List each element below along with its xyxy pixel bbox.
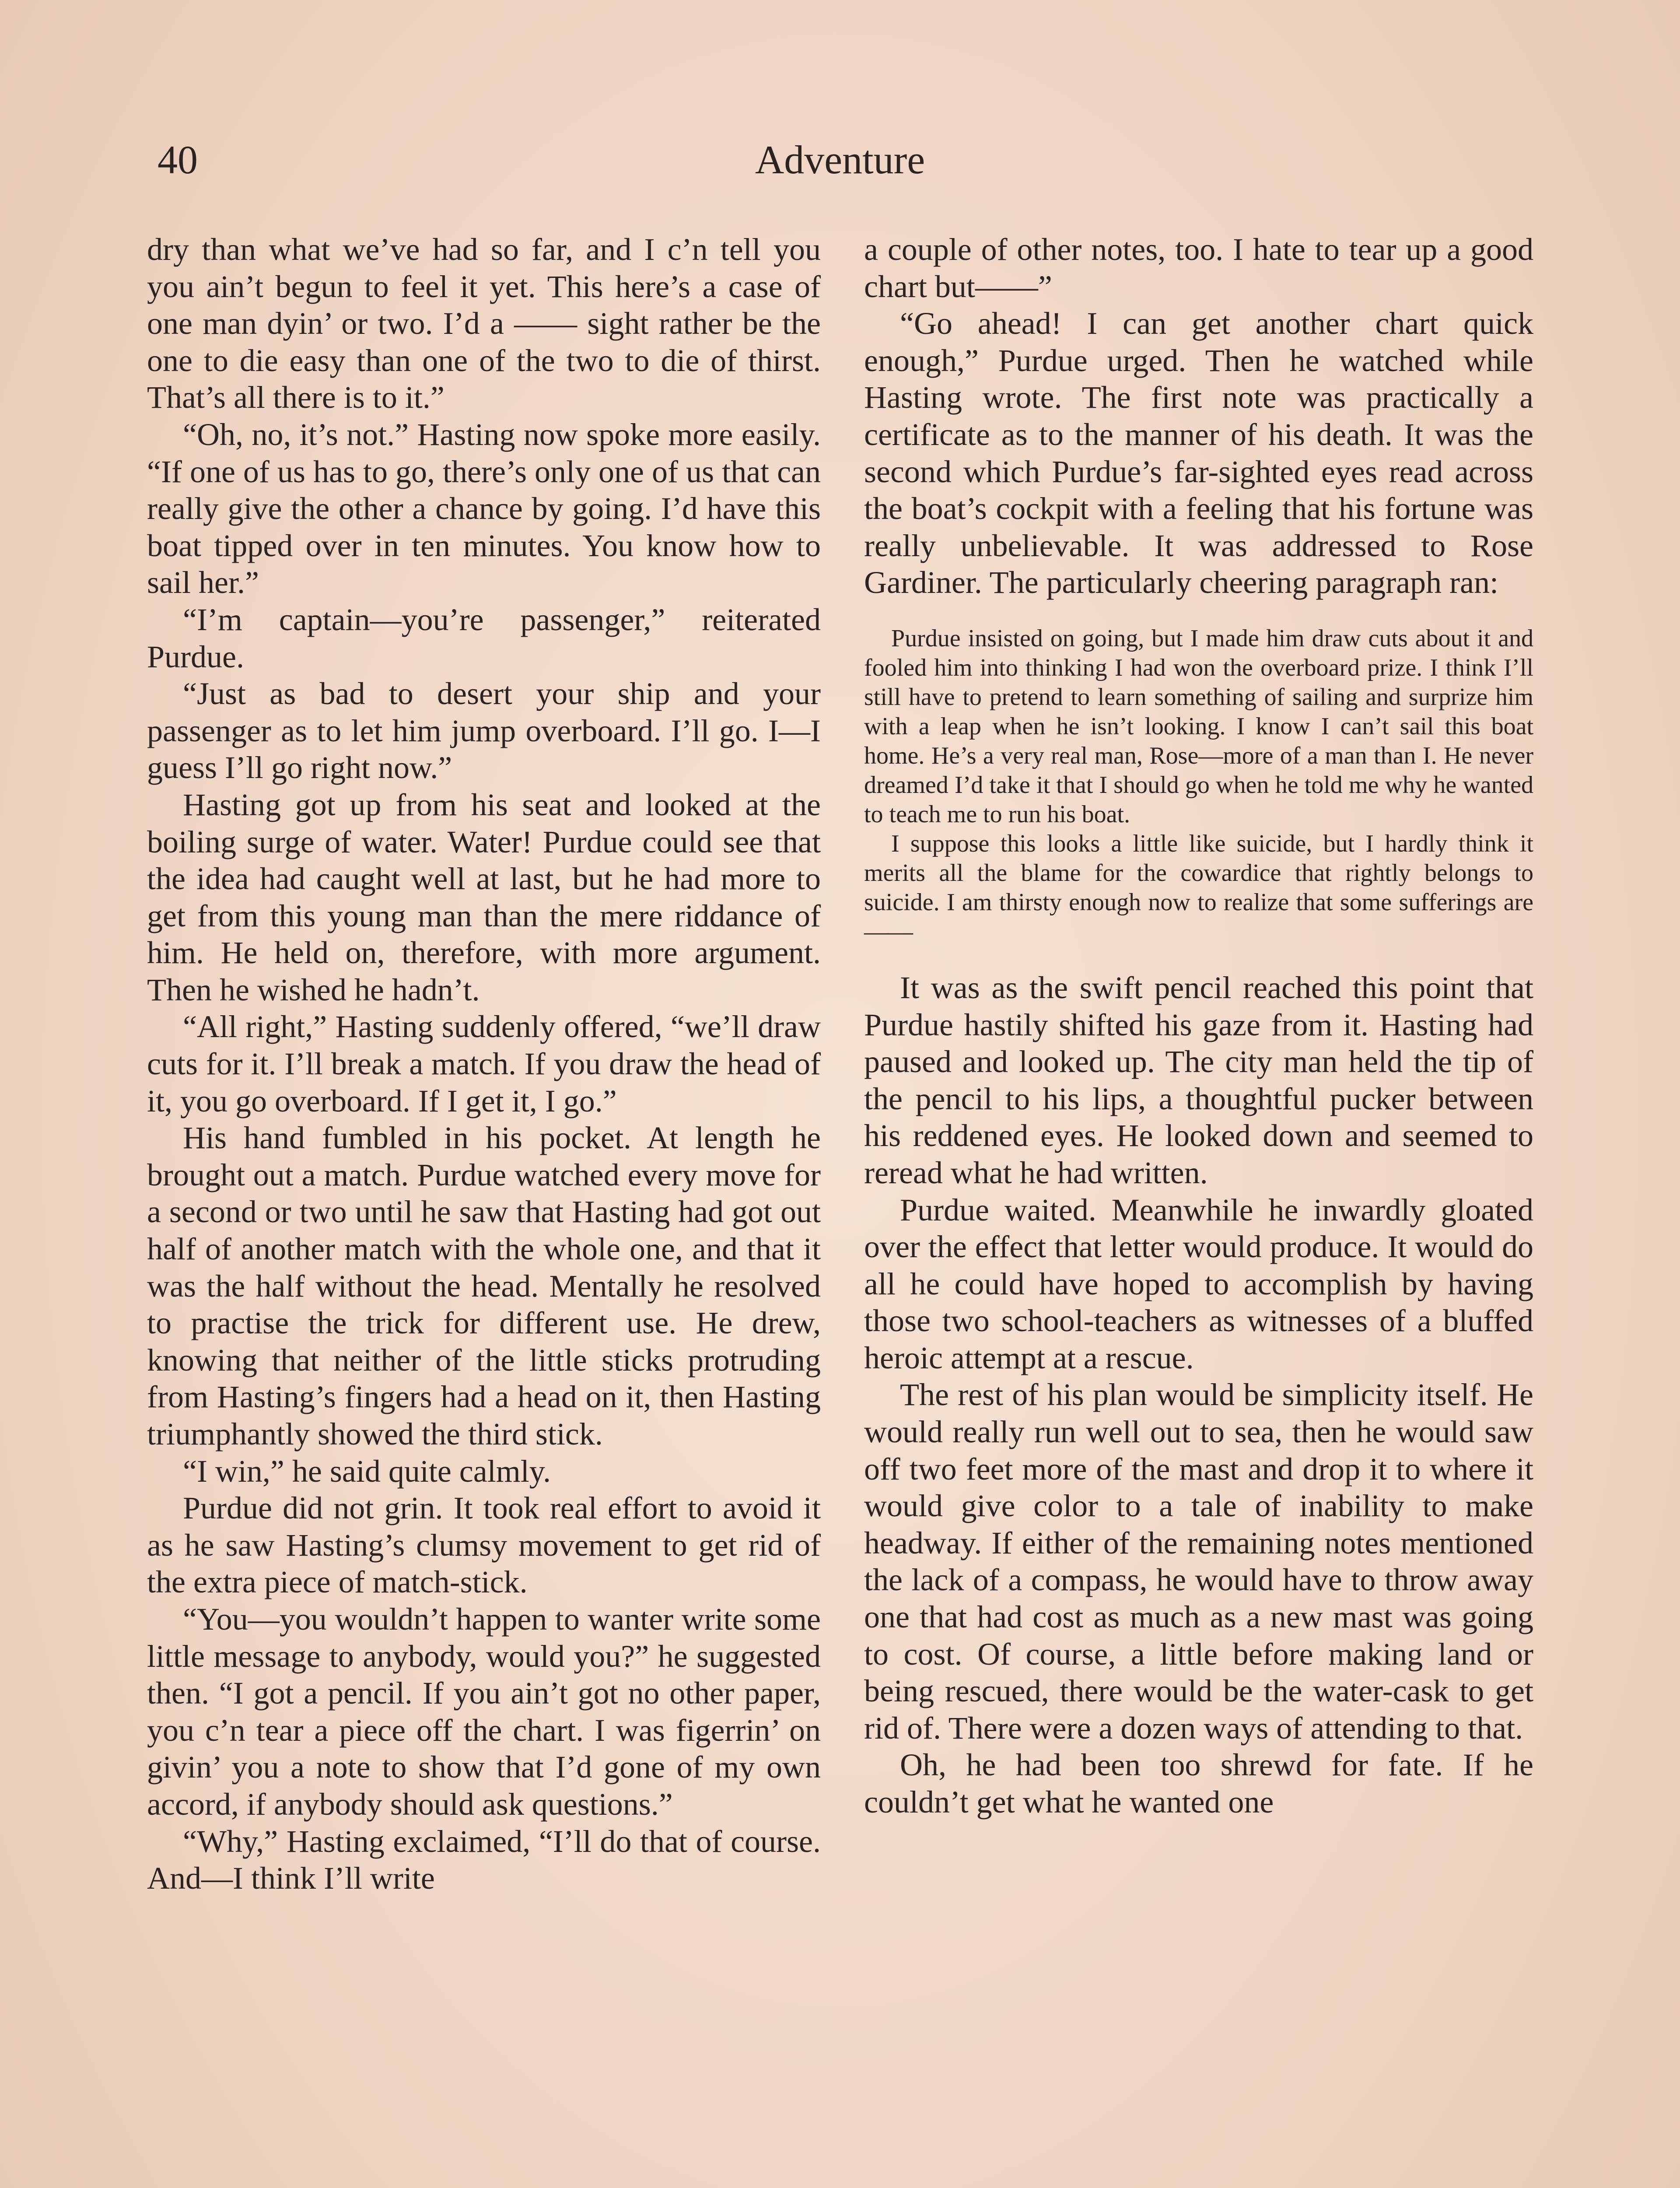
page-number: 40: [158, 137, 198, 182]
letter-excerpt: [864, 624, 1533, 947]
letter-paragraph: I suppose this looks a little like suicide, but I hardly think it merits all the blame for the cowardice that rightly belongs to suicide. I am thirsty enough now to realize that some sufferings are——: [864, 830, 1533, 945]
paragraph: “I’m captain—you’re passenger,” reiterated Purdue.: [147, 602, 821, 674]
paragraph: “I win,” he said quite calmly.: [183, 1453, 551, 1489]
paragraph: Purdue did not grin. It took real effort to avoid it as he saw Hasting’s clumsy movement to get rid of the extra piece of match-stick.: [147, 1490, 821, 1600]
right-column: [864, 231, 1533, 1821]
paragraph: “Why,” Hasting exclaimed, “I’ll do that of course. And—I think I’ll write: [147, 1823, 821, 1896]
paragraph: Hasting got up from his seat and looked at the boiling surge of water. Water! Purdue could see that the idea had caught well at last, but he had more to get from this young man than the mere riddance of him. He held on, therefore, with more argument. Then he wished he hadn’t.: [147, 787, 821, 1007]
paragraph: dry than what we’ve had so far, and I c’n tell you you ain’t begun to feel it yet. This here’s a case of one man dyin’ or two. I’d a —— sight rather be the one to die easy than one of the two to die of thirst. That’s all there is to it.”: [147, 232, 821, 415]
paragraph: “Go ahead! I can get another chart quick enough,” Purdue urged. Then he watched while Hasting wrote. The first note was practically a certificate as to the manner of his death. It was the second which Purdue’s far-sighted eyes read across the boat’s cockpit with a feeling that his fortune was really unbelievable. It was addressed to Rose Gardiner. The particularly cheering paragraph ran:: [864, 306, 1533, 600]
paragraph: a couple of other notes, too. I hate to tear up a good chart but——”: [864, 232, 1533, 304]
paragraph: “All right,” Hasting suddenly offered, “we’ll draw cuts for it. I’ll break a match. If you draw the head of it, you go overboard. If I get it, I go.”: [147, 1009, 821, 1119]
paragraph: Purdue waited. Meanwhile he inwardly gloated over the effect that letter would produce. It would do all he could have hoped to accomplish by having those two school-teachers as witnesses of a bluffed heroic attempt at a rescue.: [864, 1192, 1533, 1375]
paragraph: “You—you wouldn’t happen to wanter write some little message to anybody, would you?” he suggested then. “I got a pencil. If you ain’t got no other paper, you c’n tear a piece off the chart. I was figerrin’ on givin’ you a note to show that I’d gone of my own accord, if anybody should ask questions.”: [147, 1601, 821, 1822]
paragraph: Oh, he had been too shrewd for fate. If he couldn’t get what he wanted one: [864, 1747, 1533, 1820]
paragraph: “Just as bad to desert your ship and your passenger as to let him jump overboard. I’ll go. I—I guess I’ll go right now.”: [147, 676, 821, 785]
running-title: Adventure: [755, 137, 925, 182]
page-header: [0, 137, 1680, 189]
paragraph: “Oh, no, it’s not.” Hasting now spoke more easily. “If one of us has to go, there’s only one of us that can really give the other a chance by going. I’d have this boat tipped over in ten minutes. You know how to sail her.”: [147, 417, 821, 600]
paragraph: The rest of his plan would be simplicity itself. He would really run well out to sea, then he would saw off two feet more of the mast and drop it to where it would give color to a tale of inability to make headway. If either of the remaining notes mentioned the lack of a compass, he would have to throw away one that had cost as much as a new mast was going to cost. Of course, a little before making land or being rescued, there would be the water-cask to get rid of. There were a dozen ways of attending to that.: [864, 1377, 1533, 1746]
paragraph: It was as the swift pencil reached this point that Purdue hastily shifted his gaze from it. Hasting had paused and looked up. The city man held the tip of the pencil to his lips, a thoughtful pucker between his reddened eyes. He looked down and seemed to reread what he had written.: [864, 970, 1533, 1190]
paragraph: His hand fumbled in his pocket. At length he brought out a match. Purdue watched every move for a second or two until he saw that Hasting had got out half of another match with the whole one, and that it was the half without the head. Mentally he resolved to practise the trick for different use. He drew, knowing that neither of the little sticks protruding from Hasting’s fingers had a head on it, then Hasting triumphantly showed the third stick.: [147, 1120, 821, 1452]
letter-paragraph: Purdue insisted on going, but I made him draw cuts about it and fooled him into thinking I had won the overboard prize. I think I’ll still have to pretend to learn something of sailing and surprize him with a leap when he isn’t looking. I know I can’t sail this boat home. He’s a very real man, Rose—more of a man than I. He never dreamed I’d take it that I should go when he told me why he wanted to teach me to run his boat.: [864, 624, 1533, 828]
left-column: [147, 231, 821, 1897]
